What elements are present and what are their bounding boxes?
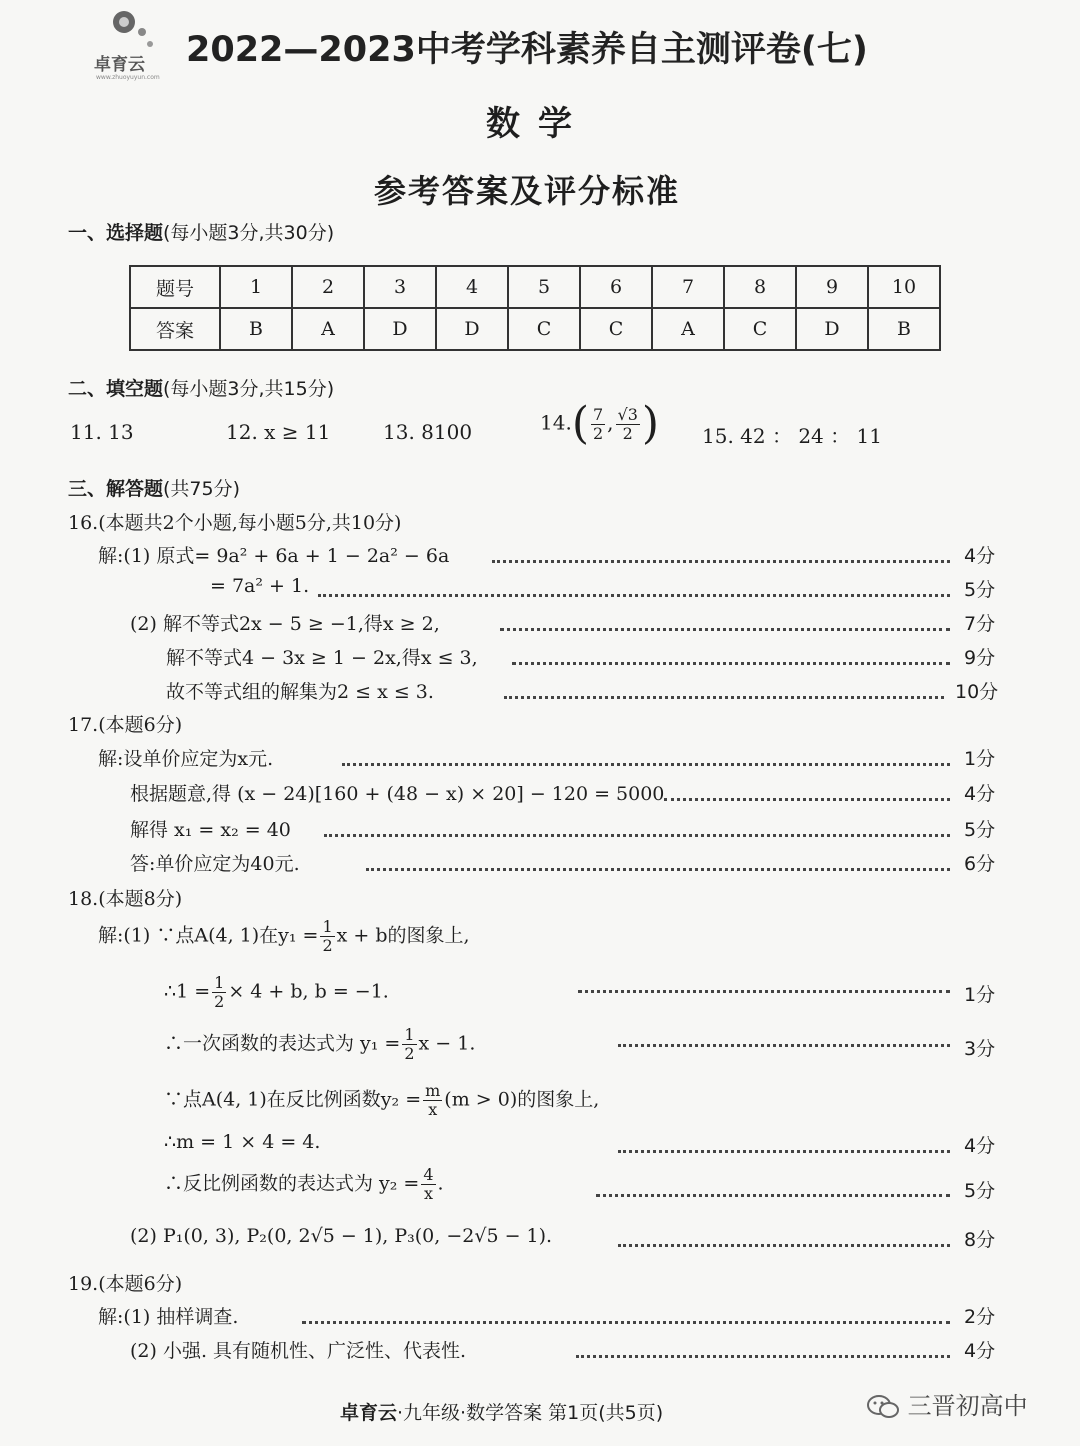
table-row-numbers [130,266,940,308]
q17-line4: 答:单价应定为40元. [130,853,300,875]
q14-prefix: 14. [540,410,572,435]
answer-table [129,265,941,351]
wechat-account-name: 三晋初高中 [907,1392,1028,1420]
q17-score4: 6分 [964,853,996,875]
table-cell-number: 10 [868,266,940,308]
table-cell-answer: C [724,308,796,350]
section-choice-heading [68,218,334,245]
logo [84,8,174,86]
wechat-watermark [866,1386,1028,1421]
table-cell-number: 1 [220,266,292,308]
table-cell-number: 6 [580,266,652,308]
q17-line2: 根据题意,得 (x − 24)[160 + (48 − x) × 20] − 120 = 5000 [130,783,665,805]
logo-mark-icon [106,8,166,52]
q16-line1: 解:(1) 原式= 9a² + 6a + 1 − 2a² − 6a [98,545,450,567]
answer-q13: 13. 8100 [383,420,473,444]
q18-frac1-den: 2 [322,936,333,955]
subject-heading: 数学 [486,104,590,144]
footer-text: ·九年级·数学答案 第1页(共5页) [397,1402,664,1424]
q18-frac2-num: 1 [214,973,225,992]
table-answer-label: 答案 [130,308,220,350]
q18-heading: 18.(本题8分) [68,888,183,910]
q18-line2 [164,974,389,1011]
q18-frac6-den: x [423,1184,433,1203]
table-cell-number: 2 [292,266,364,308]
q18-line6 [164,1166,444,1203]
q16-line3: (2) 解不等式2x − 5 ≥ −1,得x ≥ 2, [130,613,440,635]
q17-score2: 4分 [964,783,996,805]
table-cell-number: 9 [796,266,868,308]
section-solve-heading [68,474,240,501]
page-footer [340,1398,663,1425]
q16-score1: 4分 [964,545,996,567]
q14-den2: 2 [622,423,633,443]
q18-line4-a: ∵点A(4, 1)在反比例函数y₂ = [164,1088,422,1111]
q14-den1: 2 [592,423,604,443]
q18-line2-a: ∴1 = [164,980,211,1003]
q14-num2: √3 [617,404,638,424]
q18-line3-a: ∴一次函数的表达式为 y₁ = [164,1032,401,1055]
q18-line1-a: 解:(1) ∵点A(4, 1)在y₁ = [98,924,319,947]
q17-score3: 5分 [964,819,996,841]
q18-score5: 4分 [964,1135,996,1157]
q19-line2: (2) 小强. 具有随机性、广泛性、代表性. [130,1340,467,1362]
q18-frac6-num: 4 [423,1165,434,1184]
q18-line6-b: . [437,1172,444,1195]
q18-frac3-den: 2 [404,1044,415,1063]
answer-q11: 11. 13 [70,420,134,444]
table-cell-number: 4 [436,266,508,308]
answer-q14: 14.( $\frac{7}{2}$ , $\frac{√3}{2}$ ) [540,398,660,449]
q18-score7: 8分 [964,1229,996,1251]
q16-line2: = 7a² + 1. [210,575,310,597]
q18-frac1-num: 1 [322,917,333,936]
table-cell-answer: D [796,308,868,350]
answer-q15: 15. 42 ： 24 ： 11 [702,424,882,448]
q18-line6-a: ∴反比例函数的表达式为 y₂ = [164,1172,420,1195]
wechat-icon [866,1393,900,1421]
q18-line5: ∴m = 1 × 4 = 4. [164,1131,321,1153]
q19-score2: 4分 [964,1340,996,1362]
q18-line4 [164,1082,599,1119]
q18-line4-b: (m > 0)的图象上, [444,1088,600,1111]
section-fill-title: 二、填空题 [68,378,164,400]
q17-line3: 解得 x₁ = x₂ = 40 [130,819,291,841]
q18-line3-b: x − 1. [418,1032,476,1055]
logo-text: 卓育云 [94,55,145,75]
q17-line1: 解:设单价应定为x元. [98,748,274,770]
q18-score3: 3分 [964,1038,996,1060]
section-solve-note: (共75分) [163,478,241,500]
table-cell-answer: B [868,308,940,350]
section-fill-heading [68,374,334,401]
q19-heading: 19.(本题6分) [68,1273,183,1295]
q16-score5: 10分 [955,681,999,703]
footer-brand: 卓育云 [340,1402,398,1424]
logo-url: www.zhuoyuyun.com [96,74,160,81]
q18-line1-b: x + b的图象上, [336,924,470,947]
section-choice-title: 一、选择题 [68,222,164,244]
table-cell-answer: C [580,308,652,350]
table-cell-answer: C [508,308,580,350]
q16-score4: 9分 [964,647,996,669]
q19-line1: 解:(1) 抽样调查. [98,1306,239,1328]
q18-line3 [164,1026,475,1063]
q18-line1 [98,918,470,955]
section-solve-title: 三、解答题 [68,478,164,500]
q18-line7: (2) P₁(0, 3), P₂(0, 2√5 − 1), P₃(0, −2√5 − 1). [130,1225,553,1247]
q18-frac4-den: x [428,1100,438,1119]
table-cell-number: 3 [364,266,436,308]
page-title: 2022—2023中考学科素养自主测评卷(七) [186,30,868,70]
q17-heading: 17.(本题6分) [68,714,183,736]
table-row-answers [130,308,940,350]
table-header-label: 题号 [130,266,220,308]
q16-line4: 解不等式4 − 3x ≥ 1 − 2x,得x ≤ 3, [166,647,478,669]
table-cell-number: 5 [508,266,580,308]
q16-score3: 7分 [964,613,996,635]
answer-q12: 12. x ≥ 11 [226,420,331,444]
table-cell-number: 8 [724,266,796,308]
q18-line2-b: × 4 + b, b = −1. [228,980,389,1003]
answer-key-heading: 参考答案及评分标准 [374,172,681,210]
q17-score1: 1分 [964,748,996,770]
q18-frac3-num: 1 [404,1025,415,1044]
section-fill-note: (每小题3分,共15分) [163,378,335,400]
q18-score6: 5分 [964,1180,996,1202]
table-cell-answer: A [652,308,724,350]
q16-line5: 故不等式组的解集为2 ≤ x ≤ 3. [166,681,434,703]
q16-score2: 5分 [964,579,996,601]
q16-heading: 16.(本题共2个小题,每小题5分,共10分) [68,512,402,534]
table-cell-answer: D [436,308,508,350]
q18-frac4-num: m [425,1081,441,1100]
q18-score2: 1分 [964,984,996,1006]
q19-score1: 2分 [964,1306,996,1328]
q14-num1: 7 [592,404,604,424]
q18-frac2-den: 2 [214,992,225,1011]
table-cell-answer: A [292,308,364,350]
table-cell-number: 7 [652,266,724,308]
table-cell-answer: B [220,308,292,350]
section-choice-note: (每小题3分,共30分) [163,222,335,244]
table-cell-answer: D [364,308,436,350]
